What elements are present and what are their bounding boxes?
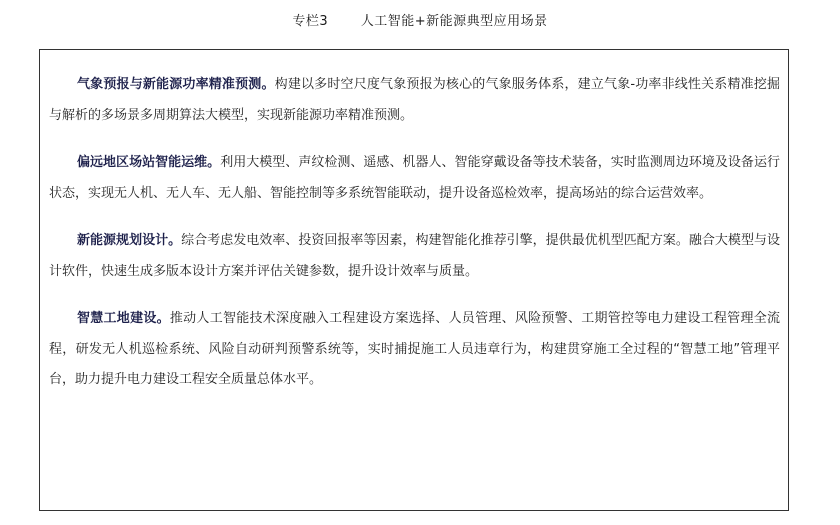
paragraph-remote-station-maintenance [49,148,780,209]
paragraph-heading: 气象预报与新能源功率精准预测。 [77,77,275,92]
paragraph-body: 构建以多时空尺度气象预报为核心的气象服务体系，建立气象-功率非线性关系精准挖掘与解析的多场景多周期算法大模型，实现新能源功率精准预测。 [49,77,780,123]
paragraph-heading: 偏远地区场站智能运维。 [77,155,221,170]
paragraph-body: 推动人工智能技术深度融入工程建设方案选择、人员管理、风险预警、工期管控等电力建设工程管理全流程，研发无人机巡检系统、风险自动研判预警系统等，实时捕捉施工人员违章行为，构建贯穿施工全过程的“智慧工地”管理平台，助力提升电力建设工程安全质量总体水平。 [49,311,780,387]
paragraph-weather-forecast [49,70,780,131]
paragraph-heading: 智慧工地建设。 [77,311,170,326]
column-box [39,49,789,511]
column-title [0,10,840,29]
paragraph-heading: 新能源规划设计。 [77,233,182,248]
paragraph-body: 利用大模型、声纹检测、遥感、机器人、智能穿戴设备等技术装备，实时监测周边环境及设备运行状态，实现无人机、无人车、无人船、智能控制等多系统智能联动，提升设备巡检效率，提高场站的综合运营效率。 [49,155,780,201]
paragraph-body: 综合考虑发电效率、投资回报率等因素，构建智能化推荐引擎，提供最优机型匹配方案。融合大模型与设计软件，快速生成多版本设计方案并评估关键参数，提升设计效率与质量。 [49,233,780,279]
paragraph-smart-construction-site [49,304,780,396]
column-heading: 人工智能+新能源典型应用场景 [360,14,548,29]
paragraph-planning-design [49,226,780,287]
column-label: 专栏3 [292,14,329,29]
